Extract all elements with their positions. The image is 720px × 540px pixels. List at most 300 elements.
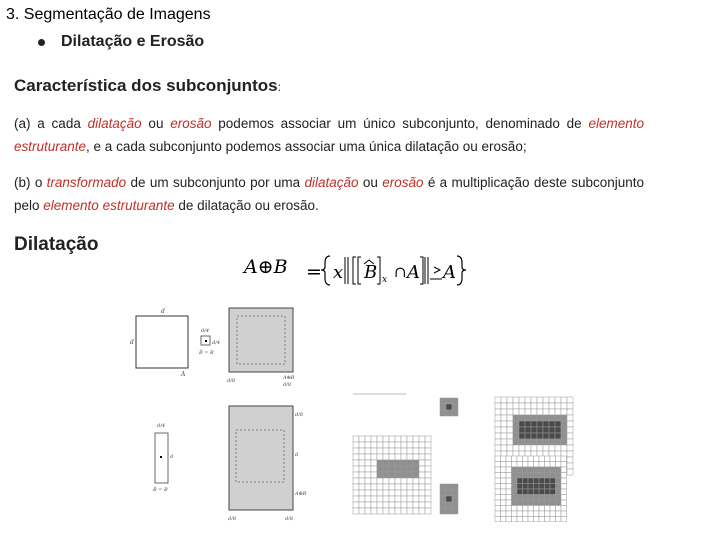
grid-cell [371,496,377,502]
pixel-grid-original [353,436,431,514]
grid-cell [413,436,419,442]
grid-cell [440,502,446,508]
grid-cell [440,484,446,490]
grid-cell [389,502,395,508]
grid-cell [395,490,401,496]
grid-cell [377,496,383,502]
label-d4-side: d/4 [212,340,221,346]
grid-cell [401,478,407,484]
label-d4-b-bottom: d/4 [157,423,166,429]
grid-cell [413,448,419,454]
grid-cell [383,454,389,460]
grid-cell [517,473,523,479]
grid-cell [561,506,567,512]
grid-cell [561,517,567,523]
grid-cell [419,508,425,514]
svg-text:∩: ∩ [394,263,407,281]
grid-cell [395,436,401,442]
grid-cell [549,403,555,409]
grid-cell [501,445,507,451]
grid-cell [549,427,555,433]
grid-cell [389,484,395,490]
para-b-text-3: ou [358,175,383,190]
label-bhat-bottom: B̂ = B [153,487,168,493]
grid-cell [495,517,501,523]
grid-cell [413,472,419,478]
grid-cell [531,403,537,409]
grid-cell [495,489,501,495]
svg-text:=: = [306,261,322,283]
grid-cell [383,442,389,448]
grid-cell [534,462,540,468]
grid-cell [419,460,425,466]
grid-cell [545,489,551,495]
grid-cell [359,466,365,472]
grid-cell [556,489,562,495]
grid-cell [539,489,545,495]
grid-cell [452,484,458,490]
grid-cell [495,421,501,427]
grid-cell [513,403,519,409]
dilation-figure-square [125,304,305,388]
grid-cell [517,484,523,490]
grid-cell [523,500,529,506]
grid-cell [545,495,551,501]
grid-cell [495,439,501,445]
grid-cell [495,495,501,501]
grid-cell [528,489,534,495]
label-d8-bottom: d/8 [228,516,237,522]
paragraph-a [14,112,644,158]
grid-cell [446,496,452,502]
grid-cell [425,478,431,484]
grid-cell [534,500,540,506]
grid-cell [528,478,534,484]
grid-cell [425,496,431,502]
grid-cell [528,456,534,462]
grid-cell [446,502,452,508]
grid-cell [556,484,562,490]
grid-cell [556,467,562,473]
grid-cell [543,433,549,439]
grid-cell [440,490,446,496]
grid-cell [567,409,573,415]
grid-cell [506,473,512,479]
grid-cell [395,496,401,502]
grid-cell [419,466,425,472]
grid-cell [528,462,534,468]
grid-cell [543,421,549,427]
grid-cell [353,502,359,508]
grid-cell [452,508,458,514]
formula-rhs-image [244,254,476,286]
grid-cell [534,489,540,495]
grid-cell [534,456,540,462]
grid-cell [425,436,431,442]
grid-cell [383,460,389,466]
grid-cell [539,473,545,479]
grid-cell [383,502,389,508]
grid-cell [561,433,567,439]
grid-cell [512,506,518,512]
grid-cell [523,511,529,517]
grid-cell [365,490,371,496]
grid-cell [545,506,551,512]
grid-cell [501,439,507,445]
grid-cell [377,478,383,484]
grid-cell [537,421,543,427]
grid-cell [543,445,549,451]
grid-cell [506,467,512,473]
grid-cell [419,490,425,496]
grid-cell [549,439,555,445]
para-a-text-3: podemos associar um único subconjunto, denominado de [211,116,589,131]
grid-cell [452,398,458,404]
grid-cell [495,462,501,468]
grid-cell [425,454,431,460]
grid-cell [389,436,395,442]
grid-cell [549,397,555,403]
grid-cell [401,484,407,490]
grid-cell [534,495,540,501]
grid-cell [419,502,425,508]
grid-cell [389,508,395,514]
grid-cell [512,467,518,473]
grid-cell [550,495,556,501]
label-a-dilate-b-bottom: A⊕B [295,491,307,497]
grid-cell [534,484,540,490]
grid-cell [555,427,561,433]
grid-cell [512,456,518,462]
grid-cell [561,445,567,451]
grid-cell [519,415,525,421]
grid-cell [425,502,431,508]
grid-cell [495,456,501,462]
grid-cell [519,433,525,439]
structuring-element-rect-origin [160,456,162,458]
grid-cell [401,448,407,454]
grid-cell [495,403,501,409]
para-a-text-2: ou [141,116,171,131]
grid-cell [501,484,507,490]
grid-cell [353,484,359,490]
grid-cell [359,484,365,490]
grid-cell [507,397,513,403]
grid-cell [531,409,537,415]
grid-cell [389,448,395,454]
grid-cell [353,454,359,460]
para-b-term-erosao: erosão [382,175,424,190]
grid-cell [377,436,383,442]
grid-cell [407,448,413,454]
grid-cell [525,409,531,415]
grid-cell [567,451,573,457]
grid-cell [495,500,501,506]
grid-cell [543,427,549,433]
grid-cell [425,508,431,514]
grid-cell [545,484,551,490]
grid-cell [359,454,365,460]
grid-cell [395,472,401,478]
dilation-figure-rectangle [140,396,310,526]
grid-cell [555,439,561,445]
grid-cell [534,473,540,479]
grid-cell [507,445,513,451]
grid-cell [506,511,512,517]
grid-cell [395,454,401,460]
grid-cell [365,502,371,508]
grid-cell [377,466,383,472]
grid-cell [512,473,518,479]
grid-cell [389,460,395,466]
grid-cell [401,442,407,448]
label-d-right-bottom: d [295,452,299,458]
grid-cell [537,409,543,415]
grid-cell [523,489,529,495]
slide-title: 3. Segmentação de Imagens [6,6,211,23]
grid-cell [507,403,513,409]
grid-cell [359,460,365,466]
grid-cell [513,409,519,415]
grid-cell [556,473,562,479]
grid-cell [525,427,531,433]
grid-cell [523,478,529,484]
grid-cell [555,415,561,421]
grid-cell [371,484,377,490]
grid-cell [567,397,573,403]
grid-cell [525,421,531,427]
grid-cell [413,466,419,472]
grid-cell [365,454,371,460]
grid-cell [539,511,545,517]
grid-cell [543,409,549,415]
grid-cell [525,415,531,421]
grid-cell [550,517,556,523]
grid-cell [561,403,567,409]
grid-cell [561,511,567,517]
grid-cell [446,490,452,496]
grid-cell [365,478,371,484]
grid-cell [556,500,562,506]
grid-cell [531,415,537,421]
grid-cell [446,508,452,514]
label-d4-b: d/4 [201,328,210,334]
label-d8-left: d/8 [227,378,236,384]
grid-cell [543,439,549,445]
grid-cell [525,439,531,445]
grid-cell [377,442,383,448]
grid-cell [561,439,567,445]
grid-cell [545,473,551,479]
grid-cell [534,467,540,473]
dilatacao-heading: Dilatação [14,234,99,255]
grid-cell [512,517,518,523]
para-b-text-2: de um subconjunto por uma [126,175,305,190]
grid-cell [359,442,365,448]
grid-cell [513,445,519,451]
grid-cell [513,415,519,421]
grid-cell [501,415,507,421]
grid-cell [353,460,359,466]
grid-cell [495,445,501,451]
grid-cell [537,427,543,433]
grid-cell [495,433,501,439]
grid-cell [353,442,359,448]
grid-cell [407,454,413,460]
grid-cell [567,421,573,427]
grid-cell [525,397,531,403]
grid-cell [359,436,365,442]
grid-cell [517,511,523,517]
grid-cell [555,403,561,409]
grid-cell [567,457,573,463]
grid-cell [389,496,395,502]
grid-cell [413,502,419,508]
grid-cell [407,460,413,466]
grid-cell [395,442,401,448]
pixel-grid-result-2 [495,456,567,522]
grid-cell [534,511,540,517]
grid-cell [425,484,431,490]
grid-cell [501,462,507,468]
grid-cell [519,397,525,403]
grid-cell [506,517,512,523]
grid-cell [523,462,529,468]
grid-cell [506,500,512,506]
grid-cell [495,467,501,473]
grid-cell [353,466,359,472]
grid-cell [419,478,425,484]
grid-cell [395,448,401,454]
para-b-term-transformado: transformado [46,175,127,190]
grid-cell [517,456,523,462]
grid-cell [501,467,507,473]
grid-cell [567,445,573,451]
grid-cell [413,508,419,514]
grid-cell [545,467,551,473]
grid-cell [425,442,431,448]
grid-cell [419,472,425,478]
grid-cell [539,456,545,462]
grid-cell [528,500,534,506]
grid-cell [501,495,507,501]
grid-cell [377,502,383,508]
grid-cell [525,403,531,409]
set-a-square [136,316,188,368]
grid-cell [549,409,555,415]
grid-cell [395,478,401,484]
grid-cell [513,421,519,427]
para-b-text-4: é a multiplicação deste subconjunto pelo [14,175,644,213]
structuring-element-grid-2 [440,484,458,514]
grid-cell [561,456,567,462]
grid-cell [534,517,540,523]
para-a-text-4: , e a cada subconjunto podemos associar uma única dilatação ou erosão; [86,139,527,154]
grid-cell [512,484,518,490]
grid-cell [545,456,551,462]
grid-cell [440,508,446,514]
grid-cell [507,415,513,421]
grid-cell [383,466,389,472]
grid-cell [383,436,389,442]
grid-cell [556,462,562,468]
grid-cell [395,508,401,514]
grid-cell [539,506,545,512]
grid-cell [383,490,389,496]
grid-cell [567,439,573,445]
grid-cell [534,478,540,484]
grid-cell [401,466,407,472]
grid-cell [550,511,556,517]
grid-cell [501,397,507,403]
formula-lhs: A⊕B [244,256,288,278]
section-heading [14,76,281,96]
label-a-dilate-b-top: A⊕B [283,375,295,381]
grid-cell [371,460,377,466]
grid-cell [413,484,419,490]
grid-cell [507,439,513,445]
grid-cell [353,490,359,496]
grid-cell [413,454,419,460]
grid-cell [353,472,359,478]
grid-cell [365,460,371,466]
label-d-top: d [161,308,165,315]
para-a-term-erosao: erosão [170,116,212,131]
label-a: A [181,371,186,378]
grid-cell [567,463,573,469]
grid-cell [550,467,556,473]
grid-cell [365,472,371,478]
grid-cell [525,433,531,439]
grid-cell [550,456,556,462]
grid-cell [371,478,377,484]
grid-cell [561,409,567,415]
grid-cell [501,506,507,512]
grid-cell [377,490,383,496]
grid-cell [567,415,573,421]
grid-cell [501,478,507,484]
label-d-left: d [130,339,134,346]
grid-cell [523,517,529,523]
grid-cell [425,472,431,478]
label-bhat-top: B̂ = B [199,350,214,356]
grid-cell [407,502,413,508]
grid-cell [395,460,401,466]
grid-cell [567,433,573,439]
grid-cell [383,478,389,484]
grid-cell [513,397,519,403]
grid-cell [501,421,507,427]
grid-cell [517,500,523,506]
grid-cell [407,472,413,478]
grid-cell [495,506,501,512]
grid-cell [561,421,567,427]
grid-cell [359,508,365,514]
grid-cell [446,484,452,490]
grid-cell [389,490,395,496]
grid-cell [353,448,359,454]
section-heading-text: Característica dos subconjuntos [14,76,278,95]
grid-cell [353,508,359,514]
grid-cell [359,448,365,454]
grid-cell [561,484,567,490]
grid-cell [452,404,458,410]
para-b-text-1: (b) o [14,175,47,190]
grid-cell [371,502,377,508]
grid-cell [531,445,537,451]
grid-cell [513,427,519,433]
grid-cell [561,462,567,468]
